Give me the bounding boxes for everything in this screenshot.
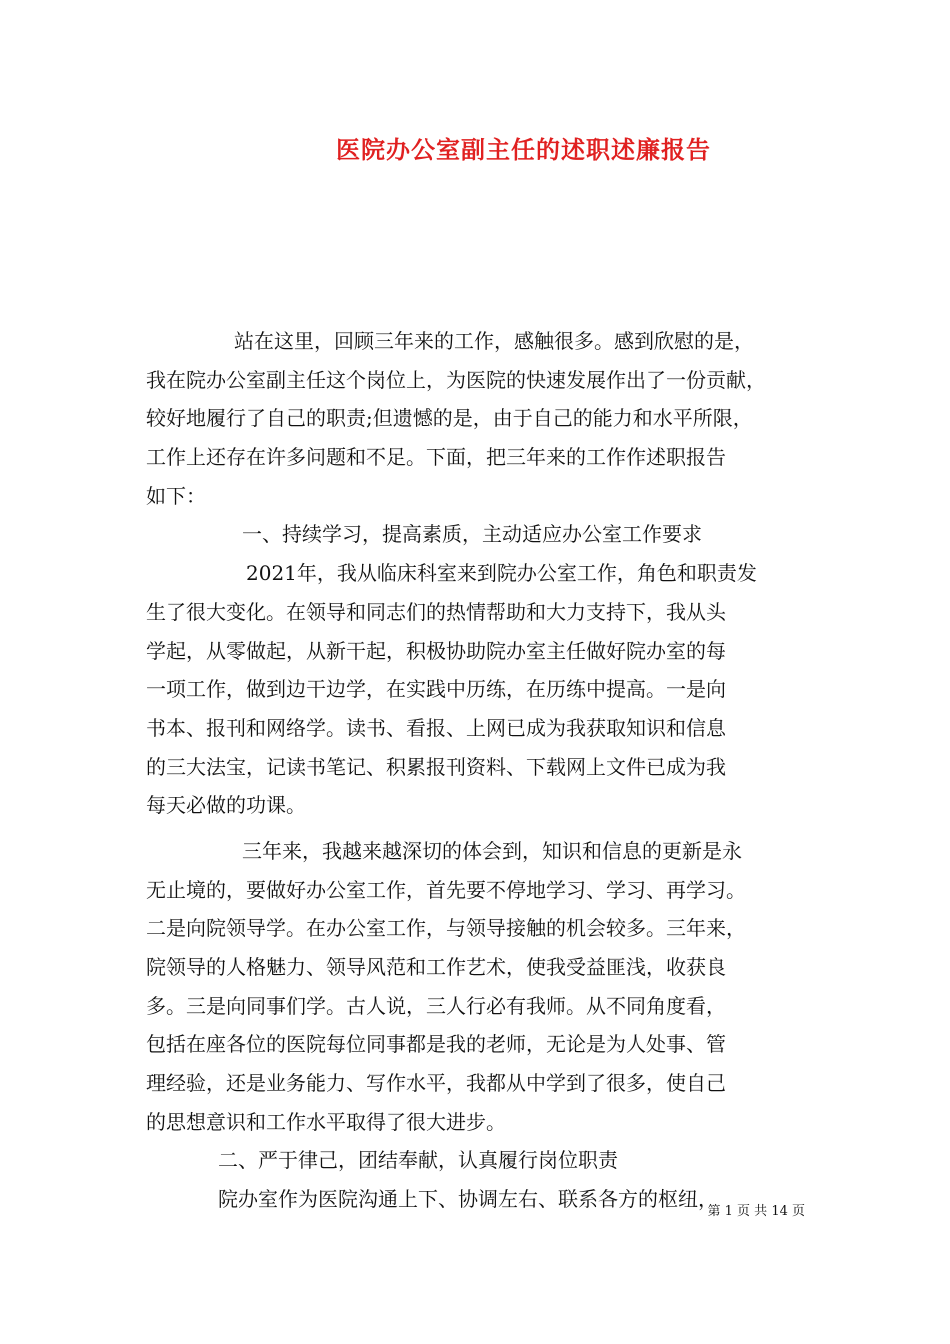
text-line: 院办室作为医院沟通上下、协调左右、联系各方的枢纽， xyxy=(218,1187,718,1212)
text-line: 每天必做的功课。 xyxy=(146,793,306,818)
text-line: 二、严于律己，团结奉献，认真履行岗位职责 xyxy=(218,1148,618,1173)
paragraph-gap xyxy=(146,825,812,832)
text-line: 我在院办公室副主任这个岗位上，为医院的快速发展作出了一份贡献， xyxy=(146,367,766,392)
text-line: 站在这里，回顾三年来的工作，感触很多。感到欣慰的是， xyxy=(234,329,754,353)
text-line: 无止境的，要做好办公室工作，首先要不停地学习、学习、再学习。 xyxy=(146,877,746,902)
text-line: 理经验，还是业务能力、写作水平，我都从中学到了很多，使自己 xyxy=(146,1071,726,1096)
text-line: 包括在座各位的医院每位同事都是我的老师，无论是为人处事、管 xyxy=(146,1032,726,1057)
text-line: 的思想意识和工作水平取得了很大进步。 xyxy=(146,1109,506,1134)
text-line: 二是向院领导学。在办公室工作，与领导接触的机会较多。三年来， xyxy=(146,916,746,941)
document-body xyxy=(146,322,812,1219)
text-line: 三年来，我越来越深切的体会到，知识和信息的更新是永 xyxy=(242,838,742,863)
text-line: 较好地履行了自己的职责;但遗憾的是，由于自己的能力和水平所限， xyxy=(146,406,753,431)
text-line: 多。三是向同事们学。古人说，三人行必有我师。从不同角度看， xyxy=(146,993,726,1018)
page-title: 医院办公室副主任的述职述廉报告 xyxy=(336,135,711,164)
text-line: 院领导的人格魅力、领导风范和工作艺术，使我受益匪浅，收获良 xyxy=(146,955,726,979)
text-line: 生了很大变化。在领导和同志们的热情帮助和大力支持下，我从头 xyxy=(146,599,726,624)
text-line: 2021年，我从临床科室来到院办公室工作，角色和职责发 xyxy=(246,561,757,586)
text-line: 书本、报刊和网络学。读书、看报、上网已成为我获取知识和信息 xyxy=(146,715,726,740)
page-number: 第 1 页 共 14 页 xyxy=(707,1204,805,1219)
text-line: 一、持续学习，提高素质，主动适应办公室工作要求 xyxy=(242,522,702,547)
text-line: 一项工作，做到边干边学，在实践中历练，在历练中提高。一是向 xyxy=(146,677,726,702)
text-line: 学起，从零做起，从新干起，积极协助院办室主任做好院办室的每 xyxy=(146,638,726,663)
text-line: 如下： xyxy=(146,483,206,508)
text-line: 的三大法宝，记读书笔记、积累报刊资料、下载网上文件已成为我 xyxy=(146,754,726,779)
text-line: 工作上还存在许多问题和不足。下面，把三年来的工作作述职报告 xyxy=(146,445,726,470)
